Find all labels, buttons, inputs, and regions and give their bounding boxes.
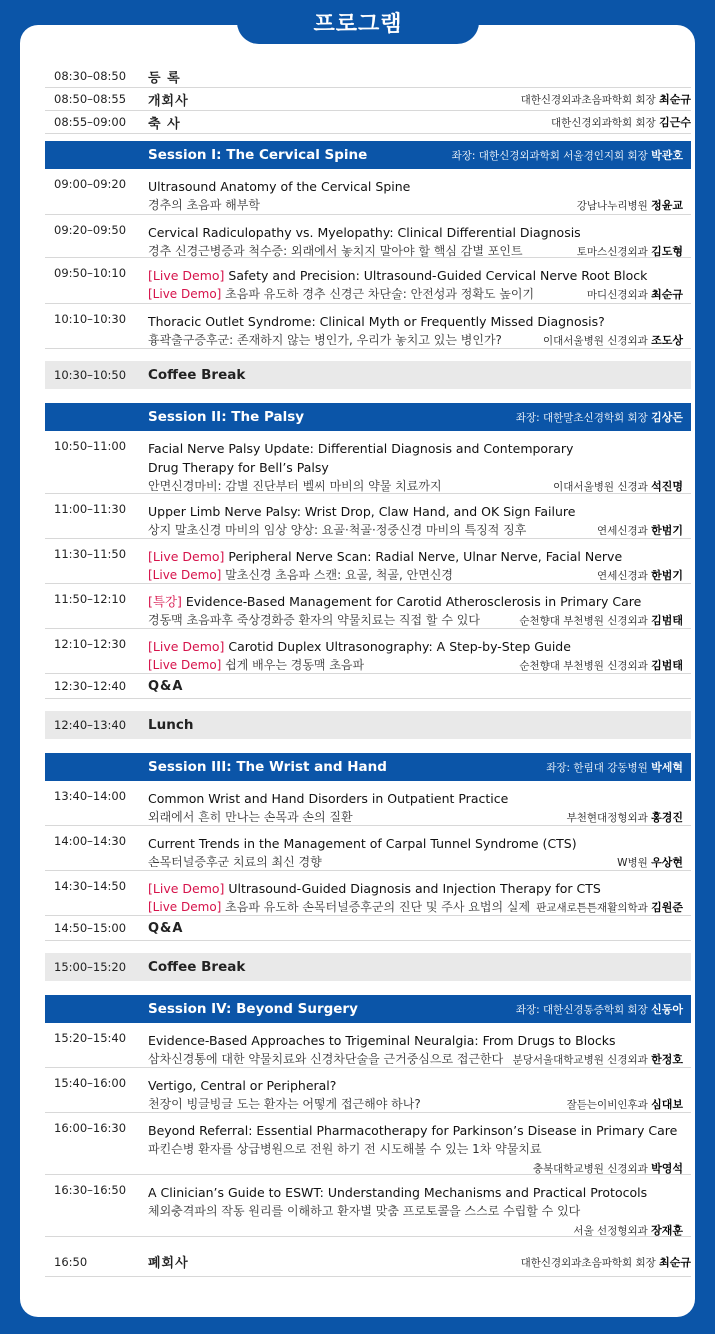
break-row <box>45 711 691 739</box>
talk-content <box>148 789 691 825</box>
time: 14:50–15:00 <box>54 921 127 935</box>
speaker-name: 최순규 <box>659 1255 691 1269</box>
session-title: Session I: The Cervical Spine <box>148 147 368 163</box>
time: 16:30–16:50 <box>54 1183 127 1197</box>
title-kr <box>148 477 683 497</box>
title-kr-text: 경추의 초음파 해부학 <box>148 198 260 212</box>
speaker: 잘듣는이비인후과 심대보 <box>566 1098 683 1111</box>
speaker: 순천향대 부천병원 신경외과 김범태 <box>519 614 683 627</box>
talk-content <box>148 592 691 628</box>
talk-content <box>148 834 691 870</box>
title-kr <box>148 656 683 676</box>
title-kr-text: 외래에서 흔히 만나는 손목과 손의 질환 <box>148 810 353 824</box>
time: 08:50–08:55 <box>54 92 127 106</box>
chair-name: 김상돈 <box>651 411 683 424</box>
speaker: 대한신경외과초음파학회 회장 최순규 <box>520 93 691 106</box>
simple-row <box>45 111 691 134</box>
talk-row <box>45 494 691 539</box>
talk-row <box>45 258 691 304</box>
chair: 좌장: 대한말초신경학회 회장 김상돈 <box>515 411 683 424</box>
speaker: 연세신경과 한범기 <box>597 569 683 582</box>
time: 11:00–11:30 <box>54 502 127 516</box>
speaker: 이대서울병원 신경과 석진명 <box>553 480 683 493</box>
speaker: 토마스신경외과 김도형 <box>576 245 683 258</box>
title-en: Cervical Radiculopathy vs. Myelopathy: Clinical Differential Diagnosis <box>148 225 581 240</box>
break-row <box>45 361 691 389</box>
speaker: 순천향대 부천병원 신경외과 김범태 <box>519 659 683 672</box>
chair-name: 박세혁 <box>651 761 683 774</box>
session-header <box>45 403 691 431</box>
talk-content <box>148 1121 691 1174</box>
time: 11:30–11:50 <box>54 547 127 561</box>
tag: [Live Demo] <box>148 549 225 564</box>
speaker: 서울 선정형외과 장재훈 <box>573 1224 683 1237</box>
talk-row <box>45 539 691 584</box>
speaker-name: 정윤교 <box>651 199 683 212</box>
title-en-cont: Drug Therapy for Bell’s Palsy <box>148 460 329 475</box>
title-kr <box>148 1050 683 1070</box>
speaker-name: 김도형 <box>651 245 683 258</box>
speaker: 마디신경외과 최순규 <box>586 288 683 301</box>
talk-content <box>148 637 691 673</box>
session-header <box>45 995 691 1023</box>
title-kr-text: [Live Demo] 쉽게 배우는 경동맥 초음파 <box>148 658 365 672</box>
break-label: Lunch <box>148 717 194 733</box>
chair-name: 신동아 <box>651 1003 683 1016</box>
title-kr-text: 경동맥 초음파후 죽상경화증 환자의 약물치료는 직접 할 수 있다 <box>148 613 480 627</box>
speaker-name: 석진명 <box>651 480 683 493</box>
title-kr-text: 경추 신경근병증과 척수증: 외래에서 놓치지 말아야 할 핵심 감별 포인트 <box>148 244 523 258</box>
title-en: [Live Demo] Safety and Precision: Ultrasound-Guided Cervical Nerve Root Block <box>148 268 648 283</box>
simple-row <box>45 916 691 941</box>
title-kr <box>148 196 683 216</box>
time: 16:00–16:30 <box>54 1121 127 1135</box>
time: 12:40–13:40 <box>54 718 127 732</box>
speaker: 연세신경과 한범기 <box>597 524 683 537</box>
title-kr-text: 파킨슨병 환자를 상급병원으로 전원 하기 전 시도해볼 수 있는 1차 약물치료 <box>148 1142 542 1156</box>
speaker-name: 홍경진 <box>651 811 683 824</box>
title-kr-text: 손목터널증후군 치료의 최신 경향 <box>148 855 322 869</box>
title-kr <box>148 898 683 918</box>
title-en: [특강] Evidence-Based Management for Carotid Atherosclerosis in Primary Care <box>148 594 642 609</box>
title-kr <box>148 521 683 541</box>
speaker-name: 최순규 <box>651 288 683 301</box>
tag: [Live Demo] <box>148 881 225 896</box>
speaker: 판교새로튼튼재활의학과 김원준 <box>536 901 683 914</box>
tag: [Live Demo] <box>148 658 222 672</box>
speaker: W병원 우상현 <box>617 856 683 869</box>
title-kr-text: 체외충격파의 작동 원리를 이해하고 환자별 맞춤 프로토콜을 스스로 수립할 수 있다 <box>148 1204 581 1218</box>
session-title: Session II: The Palsy <box>148 409 305 425</box>
title-en: Ultrasound Anatomy of the Cervical Spine <box>148 179 411 194</box>
break-row <box>45 953 691 981</box>
talk-row <box>45 629 691 674</box>
talk-content <box>148 879 691 915</box>
talk-content <box>148 1031 691 1067</box>
speaker-name: 최순규 <box>659 93 691 106</box>
talk-row <box>45 1113 691 1175</box>
time: 12:10–12:30 <box>54 637 127 651</box>
title-en: [Live Demo] Peripheral Nerve Scan: Radial Nerve, Ulnar Nerve, Facial Nerve <box>148 549 623 564</box>
talk-content <box>148 1076 691 1112</box>
speaker-name: 장재훈 <box>651 1224 683 1237</box>
time: 10:30–10:50 <box>54 368 127 382</box>
row-label: 개회사 <box>148 93 189 109</box>
title-en: Current Trends in the Management of Carpal Tunnel Syndrome (CTS) <box>148 836 577 851</box>
time: 14:30–14:50 <box>54 879 127 893</box>
speaker: 대한신경외과학회 회장 김근수 <box>551 116 691 129</box>
talk-row <box>45 826 691 871</box>
title-kr <box>148 566 683 586</box>
speaker: 강남나누리병원 정윤교 <box>576 199 683 212</box>
speaker-name: 조도상 <box>651 334 683 347</box>
time: 09:50–10:10 <box>54 266 127 280</box>
speaker-name: 한범기 <box>651 524 683 537</box>
title-en: A Clinician’s Guide to ESWT: Understanding Mechanisms and Practical Protocols <box>148 1185 648 1200</box>
title-en: Evidence-Based Approaches to Trigeminal Neuralgia: From Drugs to Blocks <box>148 1033 616 1048</box>
title-kr <box>148 1202 683 1221</box>
title-en: Vertigo, Central or Peripheral? <box>148 1078 337 1093</box>
talk-content <box>148 177 691 214</box>
talk-row <box>45 871 691 916</box>
speaker-name: 김범태 <box>651 659 683 672</box>
simple-row <box>45 1247 691 1277</box>
talk-content <box>148 502 691 538</box>
program-schedule <box>45 65 691 1277</box>
speaker-line <box>148 1159 683 1179</box>
talk-row <box>45 304 691 349</box>
speaker: 충북대학교병원 신경외과 박영석 <box>532 1162 683 1175</box>
chair: 좌장: 대한신경통증학회 회장 신동아 <box>515 1003 683 1016</box>
time: 10:10–10:30 <box>54 312 127 326</box>
simple-row <box>45 65 691 88</box>
break-label: Coffee Break <box>148 367 246 383</box>
speaker: 대한신경외과초음파학회 회장 최순규 <box>520 1255 691 1269</box>
speaker: 부천현대정형외과 홍경진 <box>566 811 683 824</box>
title-kr <box>148 285 683 305</box>
talk-row <box>45 431 691 494</box>
talk-content <box>148 266 691 303</box>
time: 15:20–15:40 <box>54 1031 127 1045</box>
speaker-name: 김원준 <box>651 901 683 914</box>
title-en: [Live Demo] Ultrasound-Guided Diagnosis and Injection Therapy for CTS <box>148 881 601 896</box>
talk-row <box>45 169 691 215</box>
time: 15:00–15:20 <box>54 960 127 974</box>
speaker-name: 한정호 <box>651 1053 683 1066</box>
title-kr <box>148 611 683 631</box>
row-label: Q&A <box>148 678 184 694</box>
program-card <box>20 25 695 1317</box>
title-kr-text: 안면신경마비: 감별 진단부터 벨씨 마비의 약물 치료까지 <box>148 479 442 493</box>
talk-row <box>45 584 691 629</box>
title-kr <box>148 1095 683 1115</box>
break-label: Coffee Break <box>148 959 246 975</box>
talk-content <box>148 1183 691 1236</box>
chair: 좌장: 대한신경외과학회 서울경인지회 회장 박관호 <box>451 149 683 162</box>
session-title: Session IV: Beyond Surgery <box>148 1001 358 1017</box>
title-kr <box>148 242 683 262</box>
row-label: 축 사 <box>148 116 181 132</box>
tag: [Live Demo] <box>148 639 225 654</box>
chair-name: 박관호 <box>651 149 683 162</box>
title-kr-text: 흉곽출구증후군: 존재하지 않는 병인가, 우리가 놓치고 있는 병인가? <box>148 333 502 347</box>
talk-content <box>148 312 691 348</box>
title-kr <box>148 853 683 873</box>
tag: [Live Demo] <box>148 900 222 914</box>
title-en: Beyond Referral: Essential Pharmacotherapy for Parkinson’s Disease in Primary Care <box>148 1123 678 1138</box>
talk-content <box>148 547 691 583</box>
title-en: Common Wrist and Hand Disorders in Outpatient Practice <box>148 791 509 806</box>
speaker-name: 심대보 <box>651 1098 683 1111</box>
time: 15:40–16:00 <box>54 1076 127 1090</box>
talk-row <box>45 1175 691 1237</box>
tag: [Live Demo] <box>148 568 222 582</box>
talk-row <box>45 1068 691 1113</box>
simple-row <box>45 674 691 699</box>
title-kr-text: 상지 말초신경 마비의 임상 양상: 요골·척골·정중신경 마비의 특징적 징후 <box>148 523 527 537</box>
time: 09:00–09:20 <box>54 177 127 191</box>
row-label: 등 록 <box>148 70 181 86</box>
speaker-name: 김범태 <box>651 614 683 627</box>
time: 16:50 <box>54 1254 88 1269</box>
title-kr <box>148 331 683 351</box>
row-label: Q&A <box>148 920 184 936</box>
title-en: Thoracic Outlet Syndrome: Clinical Myth or Frequently Missed Diagnosis? <box>148 314 605 329</box>
speaker-name: 우상현 <box>651 856 683 869</box>
chair: 좌장: 한림대 강동병원 박세혁 <box>546 761 683 774</box>
title-kr-text: [Live Demo] 초음파 유도하 손목터널증후군의 진단 및 주사 요법의 실제 <box>148 900 531 914</box>
page-title: 프로그램 <box>237 0 479 44</box>
talk-row <box>45 1023 691 1068</box>
talk-row <box>45 781 691 826</box>
speaker: 이대서울병원 신경외과 조도상 <box>543 334 683 347</box>
talk-content <box>148 439 691 493</box>
time: 12:30–12:40 <box>54 679 127 693</box>
time: 11:50–12:10 <box>54 592 127 606</box>
title-kr-text: 삼차신경통에 대한 약물치료와 신경차단술을 근거중심으로 접근한다 <box>148 1052 504 1066</box>
speaker-name: 박영석 <box>651 1162 683 1175</box>
time: 14:00–14:30 <box>54 834 127 848</box>
title-kr <box>148 808 683 828</box>
speaker-name: 김근수 <box>659 116 691 129</box>
speaker-line <box>148 1221 683 1241</box>
session-title: Session III: The Wrist and Hand <box>148 759 387 775</box>
row-label: 폐회사 <box>148 1256 189 1271</box>
time: 08:55–09:00 <box>54 115 127 129</box>
time: 08:30–08:50 <box>54 69 127 83</box>
talk-content <box>148 223 691 257</box>
title-kr-text: 천장이 빙글빙글 도는 환자는 어떻게 접근해야 하나? <box>148 1097 421 1111</box>
title-kr-text: [Live Demo] 말초신경 초음파 스캔: 요골, 척골, 안면신경 <box>148 568 453 582</box>
tag: [Live Demo] <box>148 287 222 301</box>
tag: [특강] <box>148 594 182 609</box>
simple-row <box>45 88 691 111</box>
time: 13:40–14:00 <box>54 789 127 803</box>
speaker-name: 한범기 <box>651 569 683 582</box>
time: 10:50–11:00 <box>54 439 127 453</box>
tag: [Live Demo] <box>148 268 225 283</box>
time: 09:20–09:50 <box>54 223 127 237</box>
session-header <box>45 753 691 781</box>
session-header <box>45 141 691 169</box>
title-en: Upper Limb Nerve Palsy: Wrist Drop, Claw Hand, and OK Sign Failure <box>148 504 576 519</box>
title-kr <box>148 1140 683 1159</box>
title-en: Facial Nerve Palsy Update: Differential Diagnosis and Contemporary <box>148 441 574 456</box>
title-kr-text: [Live Demo] 초음파 유도하 경추 신경근 차단술: 안전성과 정확도 높이기 <box>148 287 535 301</box>
title-en: [Live Demo] Carotid Duplex Ultrasonography: A Step-by-Step Guide <box>148 639 571 654</box>
talk-row <box>45 215 691 258</box>
speaker: 분당서울대학교병원 신경외과 한정호 <box>512 1053 683 1066</box>
